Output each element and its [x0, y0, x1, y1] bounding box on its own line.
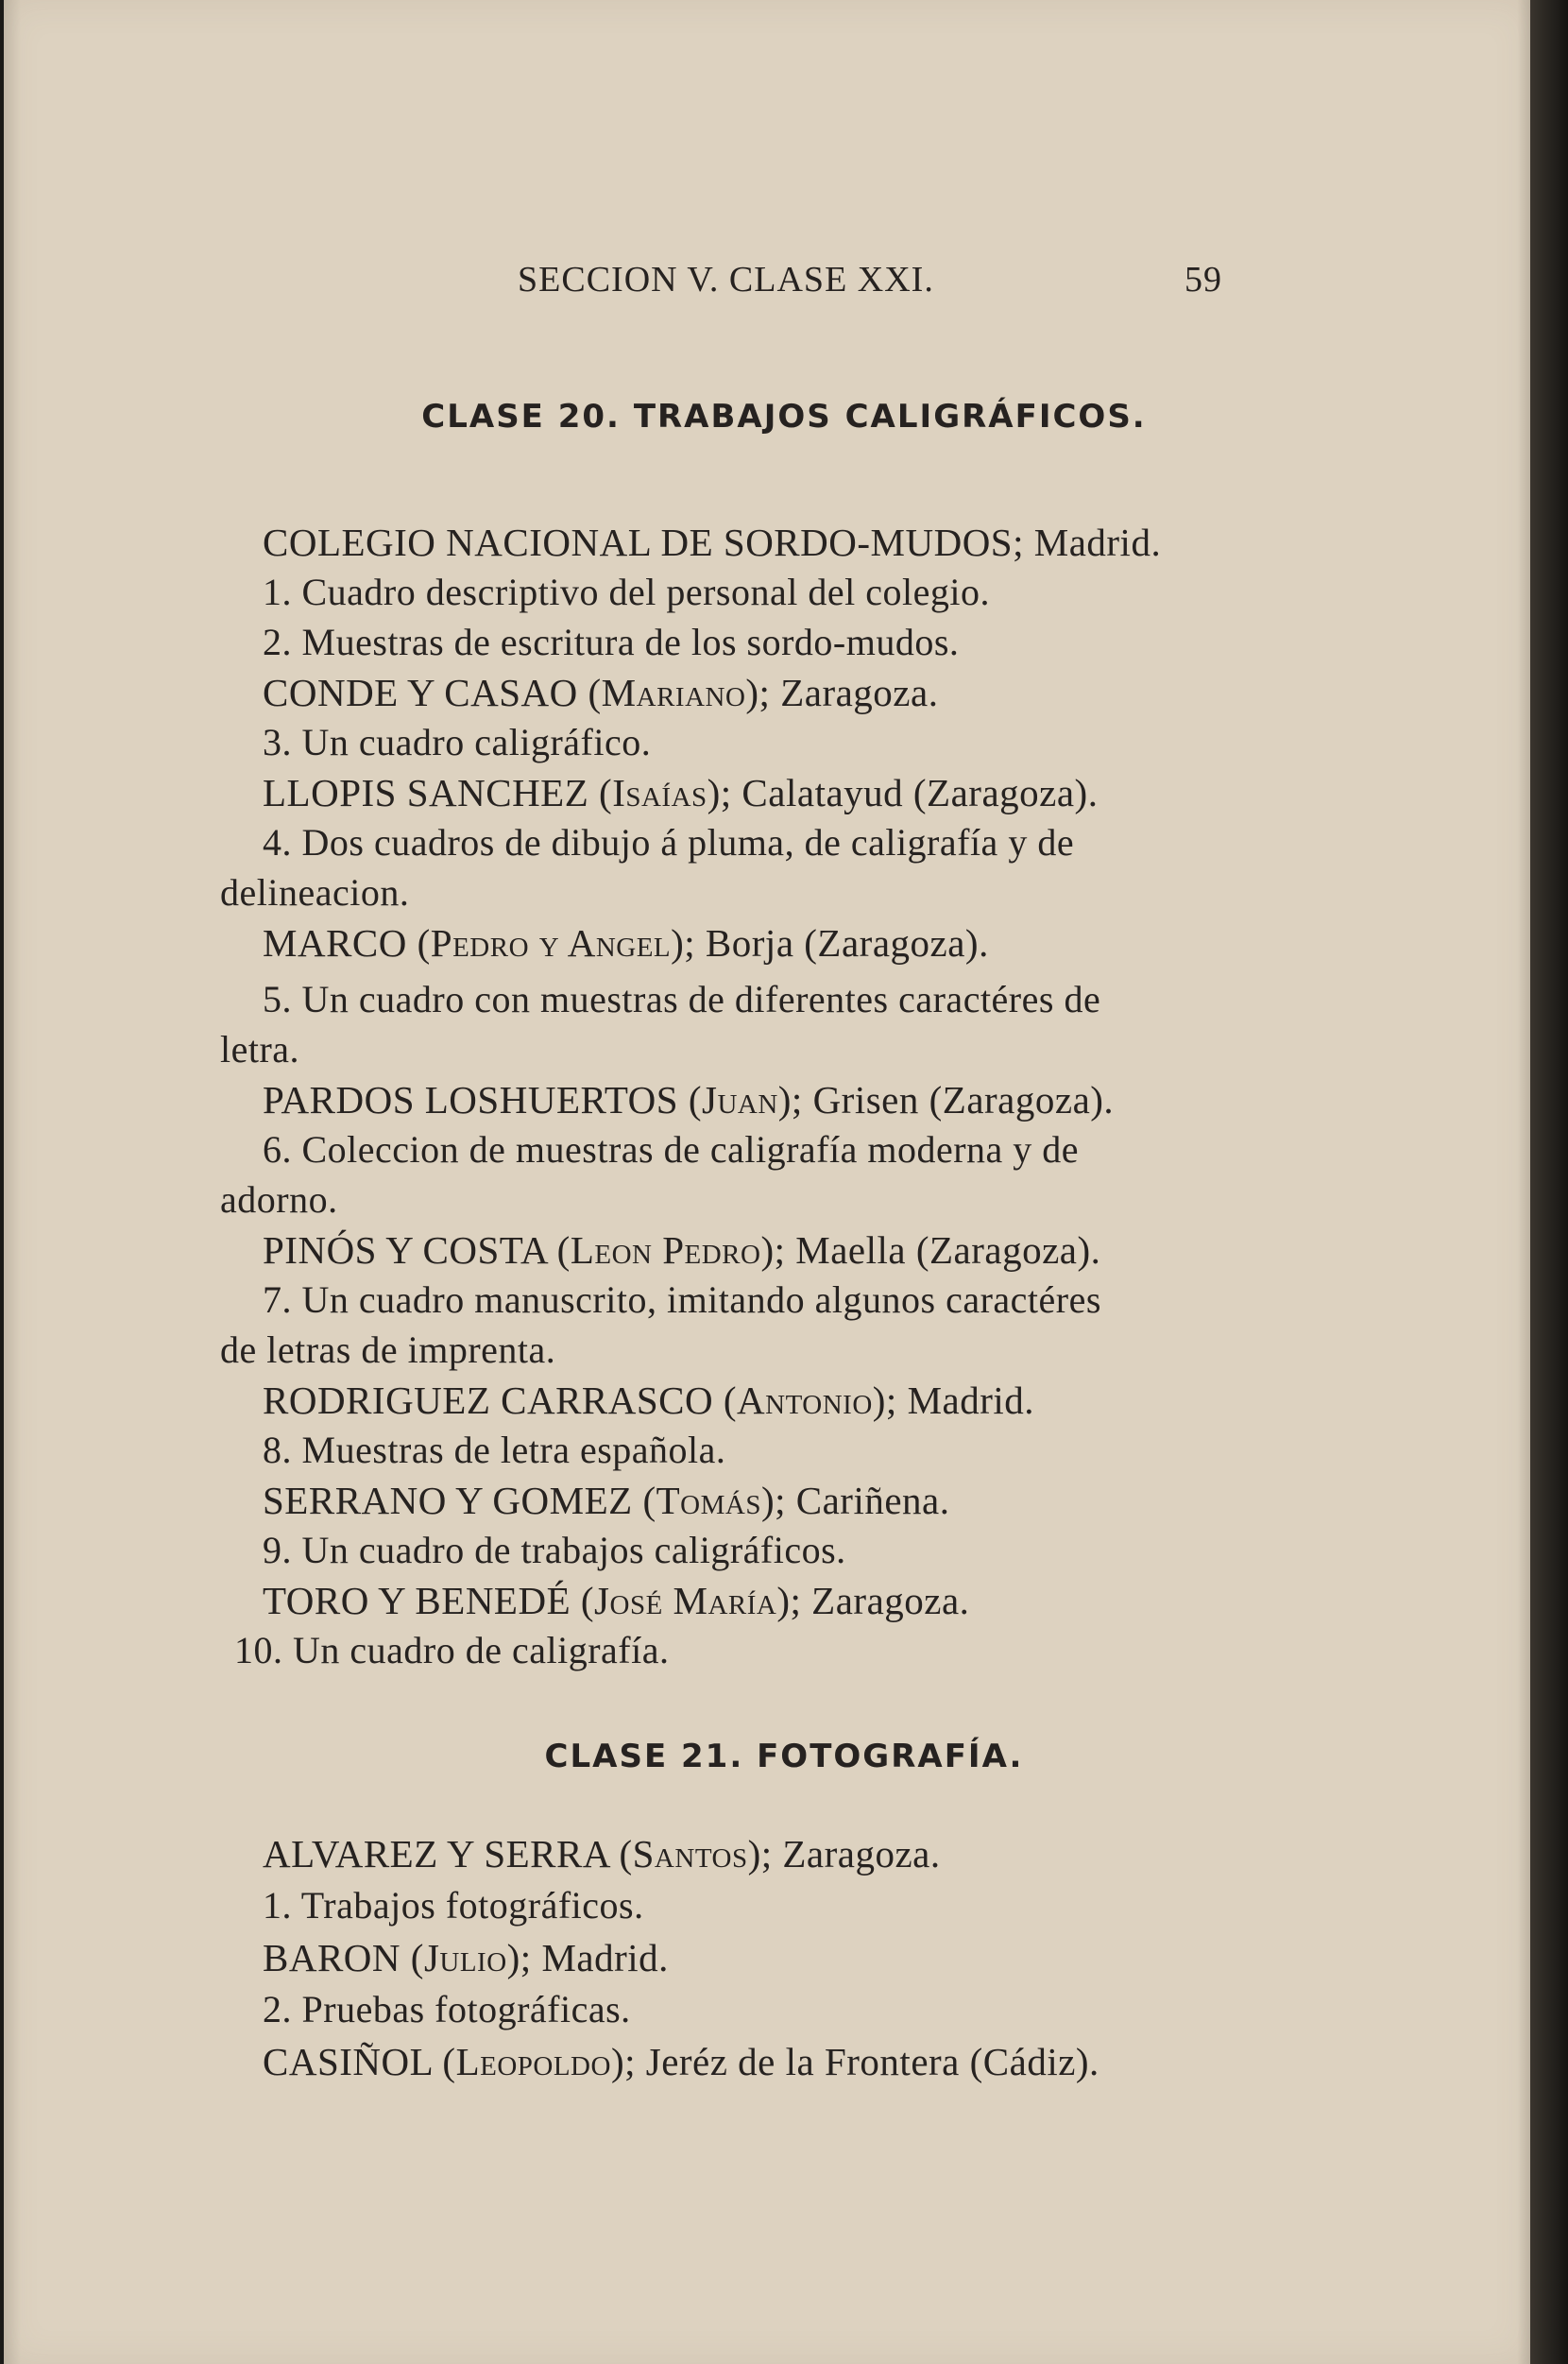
exhibitor-line: BARON (Julio); Madrid.: [263, 1936, 669, 1979]
page-number: 59: [1185, 260, 1222, 300]
item-continuation: delineacion.: [220, 871, 410, 914]
item-continuation: adorno.: [220, 1178, 338, 1221]
exhibitor-line: PINÓS Y COSTA (Leon Pedro); Maella (Zaragoza).: [263, 1228, 1101, 1272]
item-continuation: de letras de imprenta.: [220, 1328, 556, 1371]
section-heading-clase-20: CLASE 20. TRABAJOS CALIGRÁFICOS.: [421, 398, 1147, 436]
item-line: 10. Un cuadro de caligrafía.: [234, 1629, 670, 1671]
item-line: 8. Muestras de letra española.: [263, 1429, 726, 1471]
item-line: 1. Cuadro descriptivo del personal del colegio.: [263, 571, 990, 613]
item-line: 1. Trabajos fotográficos.: [263, 1884, 644, 1927]
item-continuation: letra.: [220, 1028, 300, 1071]
item-line: 2. Pruebas fotográficas.: [263, 1988, 631, 2030]
exhibitor-line: CONDE Y CASAO (Mariano); Zaragoza.: [263, 671, 939, 714]
item-line: 2. Muestras de escritura de los sordo-mudos.: [263, 621, 960, 663]
exhibitor-line: MARCO (Pedro y Angel); Borja (Zaragoza).: [263, 921, 989, 965]
item-line: 6. Coleccion de muestras de caligrafía moderna y de: [263, 1128, 1080, 1171]
exhibitor-line: LLOPIS SANCHEZ (Isaías); Calatayud (Zaragoza).: [263, 771, 1099, 814]
page-edge-shadow: [1530, 0, 1568, 2364]
exhibitor-line: COLEGIO NACIONAL DE SORDO-MUDOS; Madrid.: [263, 521, 1162, 564]
item-line: 7. Un cuadro manuscrito, imitando algunos caractéres: [263, 1278, 1101, 1321]
exhibitor-line: TORO Y BENEDÉ (José María); Zaragoza.: [263, 1579, 970, 1622]
running-title: SECCION V. CLASE XXI.: [518, 260, 934, 300]
section-heading-clase-21: CLASE 21. FOTOGRAFÍA.: [544, 1738, 1024, 1775]
exhibitor-line: PARDOS LOSHUERTOS (Juan); Grisen (Zaragoza).: [263, 1078, 1115, 1122]
item-line: 5. Un cuadro con muestras de diferentes caractéres de: [263, 978, 1101, 1020]
item-line: 4. Dos cuadros de dibujo á pluma, de caligrafía y de: [263, 821, 1075, 864]
item-line: 9. Un cuadro de trabajos caligráficos.: [263, 1529, 846, 1571]
exhibitor-line: SERRANO Y GOMEZ (Tomás); Cariñena.: [263, 1479, 950, 1522]
exhibitor-line: ALVAREZ Y SERRA (Santos); Zaragoza.: [263, 1832, 941, 1876]
item-line: 3. Un cuadro caligráfico.: [263, 721, 652, 763]
exhibitor-line: RODRIGUEZ CARRASCO (Antonio); Madrid.: [263, 1379, 1035, 1422]
exhibitor-line: CASIÑOL (Leopoldo); Jeréz de la Frontera (Cádiz).: [263, 2040, 1099, 2083]
